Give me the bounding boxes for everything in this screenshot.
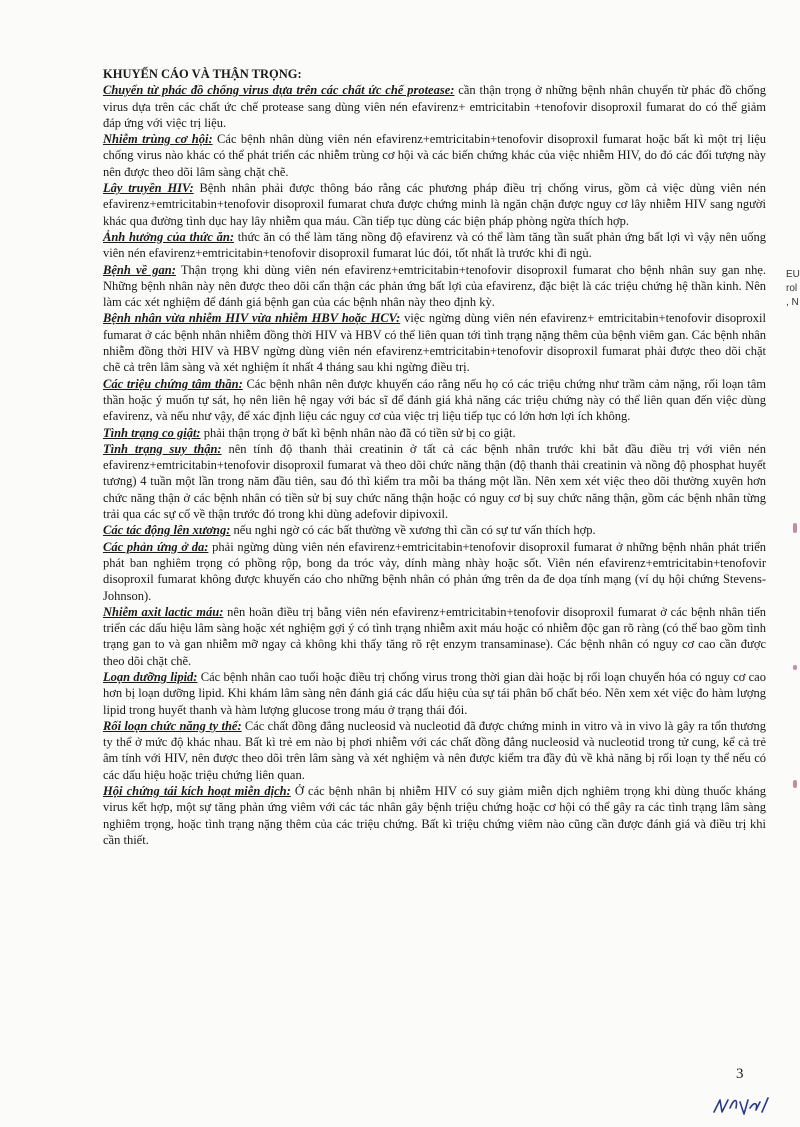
warning-paragraph (103, 131, 766, 180)
warning-paragraph (103, 441, 766, 522)
margin-text-fragment (786, 268, 800, 310)
warning-lead: Nhiễm trùng cơ hội: (103, 132, 213, 147)
warning-text: thức ăn có thể làm tăng nồng độ efavirenz và có thể làm tăng tần suất phản ứng bất lợi vì vậy nên uống viên nén efavirenz+emtricitabin+tenofovir disoproxil fumarat lúc đói, tốt nhất là trước khi đi ngủ. (103, 229, 766, 261)
warning-text: Bệnh nhân phải được thông báo rằng các phương pháp điều trị chống virus, gồm cả việc dùng viên nén efavirenz+emtricitabin+tenofovir disoproxil fumarat chưa được chứng minh là ngăn chặn được nguy cơ lây nhiễm HIV sang người khác qua đường tình dục hay lây nhiễm qua máu. Cần tiếp tục dùng các biện pháp phòng ngừa thích hợp. (103, 181, 766, 228)
page-number: 3 (736, 1066, 744, 1082)
warning-lead: Bệnh nhân vừa nhiễm HIV vừa nhiễm HBV hoặc HCV: (103, 311, 401, 326)
warning-text: phải thận trọng ở bất kì bệnh nhân nào đã có tiền sử bị co giật. (200, 425, 516, 440)
handwritten-signature (712, 1090, 770, 1120)
warning-paragraph (103, 376, 766, 425)
warning-lead: Ảnh hưởng của thức ăn: (103, 229, 235, 244)
warning-paragraph (103, 522, 766, 538)
warning-paragraph (103, 310, 766, 375)
warning-text: Các bệnh nhân nên được khuyến cáo rằng nếu họ có các triệu chứng như trầm cảm nặng, rối loạn tâm thần hoặc ý muốn tự sát, họ nên liên hệ ngay với bác sĩ để đánh giá khả năng các triệu chứng này có thể liên quan đến việc dùng efavirenz, và nếu như vậy, để xác định liệu các nguy cơ của việc trị liệu tiếp tục có lớn hơn lợi ích không. (103, 376, 766, 424)
warning-text: nếu nghi ngờ có các bất thường về xương thì cần có sự tư vấn thích hợp. (230, 523, 596, 538)
warning-paragraph (103, 180, 766, 229)
warning-text: Thận trọng khi dùng viên nén efavirenz+emtricitabin+tenofovir disoproxil fumarat cho bệnh nhân suy gan nhẹ. Những bệnh nhân này nên được theo dõi cẩn thận các phản ứng bất lợi của efavirenz, đặc biệt là các triệu chứng hệ thần kinh. Nên làm các xét nghiệm để đánh giá bệnh gan của các bệnh nhân này theo định kỳ. (103, 262, 767, 310)
warning-paragraph (103, 229, 766, 262)
warning-lead: Tình trạng co giật: (103, 425, 201, 440)
margin-mark (793, 665, 797, 670)
warning-lead: Các phản ứng ở da: (103, 539, 209, 554)
warning-lead: Rối loạn chức năng ty thể: (103, 718, 242, 733)
warning-text: cần thận trọng ở những bệnh nhân chuyển từ phác đồ chống virus dựa trên các chất ức chế protease sang dùng viên nén efavirenz+ emtricitabin +tenofovir disoproxil fumarat do có thể giảm đáp ứng với việc trị liệu. (103, 83, 766, 130)
warning-text: nên tính độ thanh thải creatinin ở tất cả các bệnh nhân trước khi bắt đầu điều trị với viên nén efavirenz+emtricitabin+tenofovir disoproxil fumarat và theo dõi chức năng thận (độ thanh thải creatinin và nồng độ phosphat huyết tương) 4 tuần một lần trong năm đầu tiên, sau đó thì kiểm tra mỗi ba tháng một lần. Nên xem xét việc theo dõi thường xuyên hơn chức năng thận ở các bệnh nhân có tiền sử bị suy chức năng thận hoặc có nguy cơ bị suy chức năng thận, gồm các bệnh nhân từng trải qua các sự cố về thận trước đó trong khi dùng adefovir dipivoxil. (103, 441, 766, 522)
warning-lead: Bệnh về gan: (103, 262, 176, 277)
warning-text: phải ngừng dùng viên nén efavirenz+emtricitabin+tenofovir disoproxil fumarat ở những bệnh nhân phát triển phát ban nghiêm trọng có phồng rộp, bong da tróc vảy, dính màng nhày hoặc sốt. Viên nén efavirenz+emtricitabin+tenofovir disoproxil fumarat không được khuyến cáo cho những bệnh nhân có phản ứng trên da đe dọa tính mạng (ví dụ hội chứng Stevens-Johnson). (103, 539, 766, 603)
warning-lead: Nhiễm axit lactic máu: (103, 604, 224, 619)
margin-fragment-1: EU (786, 269, 800, 280)
margin-mark (793, 780, 797, 788)
section-heading: KHUYẾN CÁO VÀ THẬN TRỌNG: (103, 67, 302, 81)
document-body (103, 66, 766, 848)
warning-paragraph (103, 604, 766, 669)
warning-paragraph (103, 82, 766, 131)
warning-paragraph (103, 262, 766, 311)
warning-lead: Các tác động lên xương: (103, 523, 231, 538)
warning-lead: Các triệu chứng tâm thần: (103, 376, 243, 391)
warning-lead: Hội chứng tái kích hoạt miễn dịch: (103, 784, 291, 799)
warning-paragraph (103, 539, 766, 604)
warning-text: Ở các bệnh nhân bị nhiễm HIV có suy giảm miễn dịch nghiêm trọng khi dùng thuốc kháng virus kết hợp, một sự tăng phản ứng viêm với các tác nhân gây bệnh triệu chứng hoặc cơ hội có thể gây ra các tình trạng lâm sàng nghiêm trọng, hoặc tình trạng nặng thêm của các triệu chứng. Bất kì triệu chứng viêm nào cũng cần được đánh giá và điều trị khi cần thiết. (103, 784, 766, 847)
warning-lead: Loạn dưỡng lipid: (103, 669, 198, 684)
warning-paragraph (103, 425, 766, 441)
margin-fragment-3: , N (786, 297, 799, 308)
margin-mark (793, 523, 797, 533)
warning-lead: Lây truyền HIV: (103, 181, 194, 196)
warning-text: Các bệnh nhân cao tuổi hoặc điều trị chống virus trong thời gian dài hoặc bị rối loạn chuyển hóa có nguy cơ cao hơn bị loạn dưỡng lipid. Khi khám lâm sàng nên đánh giá các dấu hiệu của sự tái phân bố chất béo. Nên xem xét việc đo hàm lượng lipid trong huyết thanh và hàm lượng glucose trong máu ở trạng thái đói. (103, 669, 766, 717)
warning-text: Các bệnh nhân dùng viên nén efavirenz+emtricitabin+tenofovir disoproxil fumarat hoặc bất kì một trị liệu chống virus nào khác có thể phát triển các nhiễm trùng cơ hội và các biến chứng khác của việc nhiễm HIV, do đó các đối tượng này nên được theo dõi lâm sàng chặt chẽ. (103, 132, 767, 179)
margin-fragment-2: rol (786, 283, 798, 294)
warning-text: việc ngừng dùng viên nén efavirenz+ emtricitabin+tenofovir disoproxil fumarat ở các bệnh nhân nhiễm đồng thời HIV và HBV có thể liên quan tới tình trạng nặng thêm của bệnh viêm gan. Các bệnh nhân nhiễm đồng thời HIV và HBV ngừng dùng viên nén efavirenz+emtricitabin+tenofovir disoproxil fumarat phải được theo dõi chặt chẽ cả trên lâm sàng và xét nghiệm ít nhất 4 tháng sau khi ngừng điều trị. (103, 311, 766, 375)
warning-paragraph (103, 669, 766, 718)
warning-text: Các chất đồng đẳng nucleosid và nucleotid đã được chứng minh in vitro và in vivo là gây ra tổn thương ty thể ở mức độ khác nhau. Bất kì trẻ em nào bị phơi nhiễm với các chất đồng đẳng nucleosid và nucleotid trong tử cung, kể cả trẻ âm tính với HIV, nên được theo dõi trên lâm sàng và xét nghiệm và nên được kiểm tra đầy đủ về khả năng bị rối loạn ty thể nếu có các dấu hiệu hoặc triệu chứng liên quan. (103, 718, 766, 782)
warnings-sections (103, 82, 766, 848)
warning-paragraph (103, 718, 766, 783)
warning-lead: Chuyển từ phác đồ chống virus dựa trên các chất ức chế protease: (103, 83, 455, 98)
warning-paragraph (103, 783, 766, 848)
warning-lead: Tình trạng suy thận: (103, 441, 222, 456)
warning-text: nên hoãn điều trị bằng viên nén efavirenz+emtricitabin+tenofovir disoproxil fumarat ở các bệnh nhân tiến triển các dấu hiệu lâm sàng hoặc xét nghiệm gợi ý có tình trạng nhiễm axit máu hoặc có nhiễm độc gan rõ ràng (có thể bao gồm tình trạng gan to và gan nhiễm mỡ ngay cả không khi thấy tăng rõ rệt enzym transaminase). Các bệnh nhân có nguy cơ cao cần được theo dõi chặt chẽ. (103, 604, 766, 668)
